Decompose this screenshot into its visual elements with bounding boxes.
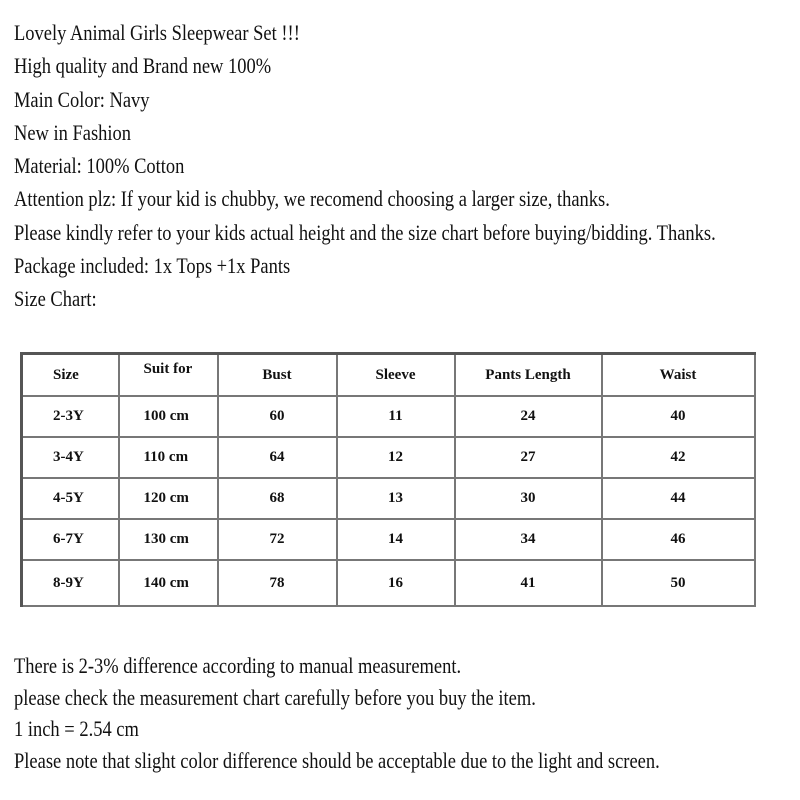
cell-pants-length: 34 (455, 519, 602, 560)
material-line: Material: 100% Cotton (14, 153, 185, 179)
product-description (14, 16, 716, 316)
table-row (22, 478, 755, 519)
cell-waist: 40 (602, 396, 755, 437)
header-waist: Waist (602, 354, 755, 397)
cell-size: 6-7Y (22, 519, 119, 560)
package-line: Package included: 1x Tops +1x Pants (14, 253, 291, 279)
cell-bust: 72 (218, 519, 337, 560)
cell-sleeve: 12 (337, 437, 455, 478)
cell-size: 4-5Y (22, 478, 119, 519)
cell-sleeve: 14 (337, 519, 455, 560)
measurement-notes (14, 650, 660, 776)
color-difference-note: Please note that slight color difference should be acceptable due to the light and screen. (14, 747, 660, 773)
header-sleeve: Sleeve (337, 354, 455, 397)
table-row (22, 396, 755, 437)
size-chart-table (20, 352, 756, 607)
cell-suit-for: 130 cm (119, 519, 218, 560)
cell-sleeve: 16 (337, 560, 455, 606)
cell-size: 8-9Y (22, 560, 119, 606)
header-suit-for-label: Suit for (143, 360, 193, 377)
inch-conversion-note: 1 inch = 2.54 cm (14, 716, 139, 741)
cell-suit-for: 140 cm (119, 560, 218, 606)
difference-note: There is 2-3% difference according to manual measurement. (14, 653, 462, 678)
title-line: Lovely Animal Girls Sleepwear Set !!! (14, 20, 300, 45)
cell-waist: 44 (602, 478, 755, 519)
check-chart-note: please check the measurement chart carefully before you buy the item. (14, 684, 536, 710)
cell-sleeve: 11 (337, 396, 455, 437)
header-size: Size (22, 354, 119, 397)
cell-sleeve: 13 (337, 478, 455, 519)
cell-waist: 46 (602, 519, 755, 560)
cell-suit-for: 100 cm (119, 396, 218, 437)
quality-line: High quality and Brand new 100% (14, 53, 272, 79)
table-row (22, 560, 755, 606)
cell-bust: 64 (218, 437, 337, 478)
refer-size-line: Please kindly refer to your kids actual height and the size chart before buying/bidding. Thanks. (14, 219, 716, 245)
fashion-line: New in Fashion (14, 119, 132, 145)
size-chart-heading: Size Chart: (14, 286, 97, 312)
cell-bust: 60 (218, 396, 337, 437)
cell-suit-for: 120 cm (119, 478, 218, 519)
header-suit-for (119, 354, 218, 397)
cell-size: 2-3Y (22, 396, 119, 437)
attention-line: Attention plz: If your kid is chubby, we recomend choosing a larger size, thanks. (14, 186, 610, 212)
cell-waist: 50 (602, 560, 755, 606)
header-bust: Bust (218, 354, 337, 397)
cell-bust: 68 (218, 478, 337, 519)
table-header-row (22, 354, 755, 397)
cell-waist: 42 (602, 437, 755, 478)
cell-suit-for: 110 cm (119, 437, 218, 478)
main-color-line: Main Color: Navy (14, 86, 150, 112)
header-pants-length: Pants Length (455, 354, 602, 397)
cell-pants-length: 24 (455, 396, 602, 437)
table-row (22, 437, 755, 478)
table-row (22, 519, 755, 560)
cell-pants-length: 41 (455, 560, 602, 606)
cell-pants-length: 30 (455, 478, 602, 519)
cell-size: 3-4Y (22, 437, 119, 478)
cell-bust: 78 (218, 560, 337, 606)
cell-pants-length: 27 (455, 437, 602, 478)
